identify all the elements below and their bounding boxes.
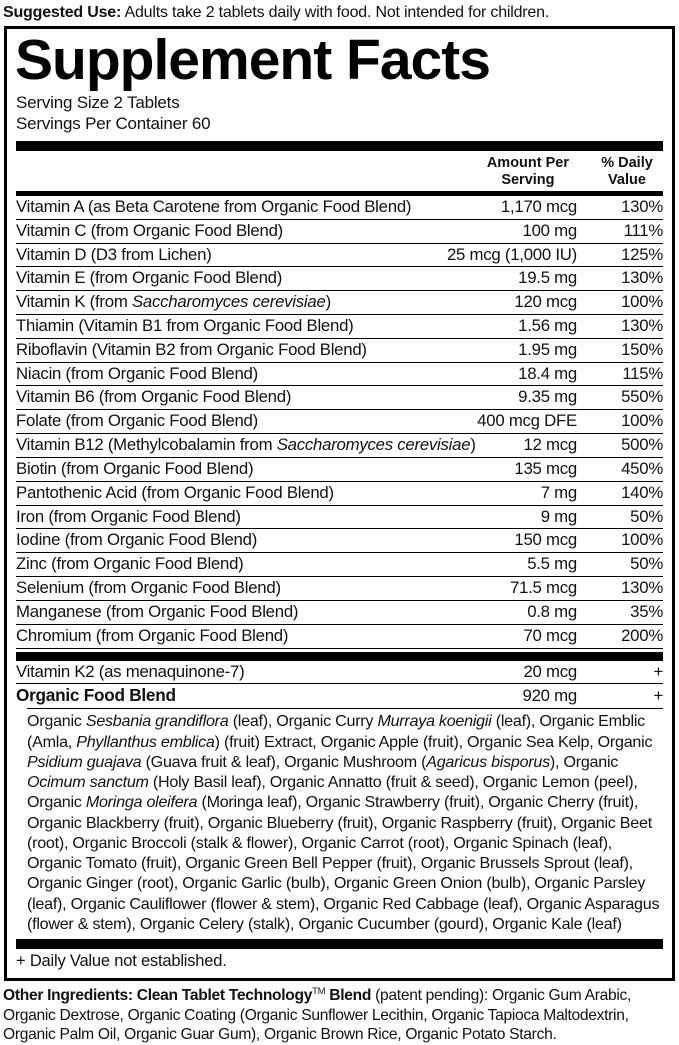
text-segment: Thiamin (Vitamin B1 from Organic Food Blend) bbox=[16, 316, 354, 335]
suggested-use-text: Adults take 2 tablets daily with food. Not intended for children. bbox=[121, 4, 550, 21]
nutrient-row bbox=[16, 529, 663, 553]
nutrient-amount: 0.8 mg bbox=[527, 601, 577, 621]
nutrient-row bbox=[16, 244, 663, 268]
nutrient-daily-value: 500% bbox=[621, 435, 663, 455]
text-segment: Organic bbox=[27, 712, 86, 731]
nutrient-name bbox=[16, 387, 518, 408]
nutrient-name bbox=[16, 626, 523, 647]
nutrient-name bbox=[16, 268, 518, 289]
nutrient-amount: 920 mg bbox=[522, 686, 577, 706]
latin-name: Ocimum sanctum bbox=[27, 773, 149, 792]
nutrient-amount: 1,170 mcg bbox=[500, 196, 577, 216]
blend-rows bbox=[16, 661, 663, 709]
nutrient-amount: 9 mg bbox=[540, 506, 577, 526]
serving-size: Serving Size 2 Tablets bbox=[16, 92, 180, 112]
divider-bottom-thick bbox=[16, 939, 663, 949]
nutrient-amount: 9.35 mg bbox=[518, 387, 577, 407]
text-segment: Iron (from Organic Food Blend) bbox=[16, 506, 241, 526]
text-segment: Manganese (from Organic Food Blend) bbox=[16, 601, 299, 621]
nutrient-amount: 25 mcg (1,000 IU) bbox=[446, 244, 577, 264]
text-segment: ) bbox=[325, 292, 331, 312]
nutrient-row bbox=[16, 684, 663, 708]
nutrient-daily-value: 111% bbox=[623, 220, 663, 240]
nutrient-name bbox=[16, 578, 510, 599]
text-segment: Vitamin C (from Organic Food Blend) bbox=[16, 220, 284, 240]
text-segment: Vitamin B12 (Methylcobalamin from bbox=[16, 435, 277, 455]
nutrient-amount: 400 mcg DFE bbox=[477, 411, 577, 431]
text-segment: Niacin (from Organic Food Blend) bbox=[16, 363, 258, 383]
organic-food-blend-ingredients bbox=[27, 708, 663, 937]
nutrient-rows bbox=[16, 196, 663, 649]
nutrient-name bbox=[16, 685, 523, 706]
nutrient-row bbox=[16, 434, 663, 458]
nutrient-amount: 120 mcg bbox=[514, 292, 577, 312]
nutrient-row bbox=[16, 386, 663, 410]
trademark-symbol: TM bbox=[312, 985, 326, 997]
nutrient-name bbox=[16, 245, 447, 266]
nutrient-daily-value: 130% bbox=[621, 578, 663, 598]
text-segment: Vitamin K (from bbox=[16, 292, 132, 312]
nutrient-name bbox=[16, 292, 514, 313]
nutrient-daily-value: + bbox=[653, 661, 663, 681]
nutrient-amount: 70 mcg bbox=[523, 625, 577, 645]
text-segment: (Guava fruit & leaf), Organic Mushroom ( bbox=[141, 752, 427, 771]
divider-top-thick bbox=[16, 141, 663, 151]
text-segment: Selenium (from Organic Food Blend) bbox=[16, 578, 281, 598]
amount-per-serving-header bbox=[487, 155, 569, 187]
nutrient-name bbox=[16, 602, 527, 623]
latin-name: Phyllanthus emblica bbox=[76, 732, 215, 751]
text-segment: Riboflavin (Vitamin B2 from Organic Food Blend) bbox=[16, 339, 367, 359]
daily-value-header bbox=[591, 155, 663, 187]
dv-header-line1: % Daily bbox=[601, 155, 653, 172]
nutrient-row bbox=[16, 196, 663, 220]
nutrient-name bbox=[16, 459, 514, 480]
nutrient-row bbox=[16, 625, 663, 649]
nutrient-daily-value: 100% bbox=[621, 411, 663, 431]
text-segment: Vitamin A (as Beta Carotene from Organic Food Blend) bbox=[16, 196, 412, 216]
nutrient-row bbox=[16, 553, 663, 577]
nutrient-amount: 135 mcg bbox=[514, 458, 577, 478]
suggested-use bbox=[0, 0, 679, 26]
nutrient-name bbox=[16, 411, 477, 432]
nutrient-daily-value: 200% bbox=[621, 625, 663, 645]
nutrient-daily-value: 100% bbox=[621, 530, 663, 550]
nutrient-name bbox=[16, 483, 541, 504]
daily-value-footnote: + Daily Value not established. bbox=[16, 952, 227, 971]
nutrient-daily-value: 35% bbox=[630, 601, 663, 621]
nutrient-row bbox=[16, 601, 663, 625]
nutrient-row bbox=[16, 661, 663, 685]
text-segment: Vitamin D (D3 from Lichen) bbox=[16, 244, 212, 264]
dv-header-line2: Value bbox=[608, 171, 646, 188]
latin-name: Murraya koenigii bbox=[377, 712, 492, 731]
nutrient-amount: 1.56 mg bbox=[518, 316, 577, 335]
latin-name: Agaricus bisporus bbox=[426, 752, 550, 771]
latin-name: Psidium guajava bbox=[27, 752, 142, 771]
nutrient-name bbox=[16, 554, 527, 575]
nutrient-daily-value: 150% bbox=[621, 339, 663, 359]
text-segment: Vitamin E (from Organic Food Blend) bbox=[16, 268, 283, 288]
other-ingredients bbox=[0, 981, 679, 1045]
nutrient-row bbox=[16, 220, 663, 244]
text-segment: ) (fruit) Extract, Organic Apple (fruit), Organic Sea Kelp, Organic bbox=[214, 732, 653, 751]
amount-header-line2: Serving bbox=[501, 171, 555, 188]
text-segment: Zinc (from Organic Food Blend) bbox=[16, 554, 244, 574]
nutrient-name bbox=[16, 340, 518, 361]
nutrient-daily-value: 125% bbox=[621, 244, 663, 264]
nutrient-row bbox=[16, 506, 663, 530]
panel-title: Supplement Facts bbox=[15, 27, 490, 92]
nutrient-name bbox=[16, 530, 514, 551]
nutrient-amount: 71.5 mcg bbox=[509, 578, 577, 598]
nutrient-daily-value: 550% bbox=[621, 387, 663, 407]
text-segment: Chromium (from Organic Food Blend) bbox=[16, 625, 289, 645]
nutrient-name bbox=[16, 221, 523, 242]
text-segment: Iodine (from Organic Food Blend) bbox=[16, 530, 258, 550]
nutrient-name bbox=[16, 197, 501, 218]
nutrient-amount: 18.4 mg bbox=[518, 363, 577, 383]
nutrient-row bbox=[16, 291, 663, 315]
nutrient-name bbox=[16, 435, 523, 456]
other-ingredients-text: (patent pending): Organic Gum Arabic, Organic Dextrose, Organic Coating (Organic Sunflower Lecithin, Organic Tapioca Maltodextrin, Organic Palm Oil, Organic Guar Gum), Organic Brown Rice, Organic Potato Starch. bbox=[3, 987, 632, 1044]
nutrient-daily-value: 130% bbox=[621, 316, 663, 335]
latin-name: Moringa oleifera bbox=[85, 793, 198, 812]
nutrient-row bbox=[16, 339, 663, 363]
nutrient-row bbox=[16, 267, 663, 291]
nutrient-daily-value: 450% bbox=[621, 458, 663, 478]
divider-mid-thick bbox=[16, 652, 663, 661]
column-headers bbox=[16, 151, 663, 190]
text-segment: Pantothenic Acid (from Organic Food Blend) bbox=[16, 482, 334, 502]
nutrient-name bbox=[16, 364, 518, 385]
nutrient-daily-value: 140% bbox=[621, 482, 663, 502]
nutrient-amount: 1.95 mg bbox=[518, 339, 577, 359]
nutrient-amount: 20 mcg bbox=[523, 661, 577, 681]
nutrient-row bbox=[16, 410, 663, 434]
nutrient-amount: 7 mg bbox=[540, 482, 577, 502]
latin-name: Sesbania grandiflora bbox=[85, 712, 229, 731]
nutrient-daily-value: 50% bbox=[630, 554, 663, 574]
text-segment: Biotin (from Organic Food Blend) bbox=[16, 458, 254, 478]
nutrient-daily-value: 130% bbox=[621, 268, 663, 288]
text-segment: (leaf), Organic Curry bbox=[228, 712, 378, 731]
text-segment: (Moringa leaf), Organic Strawberry (fruit), Organic Cherry (fruit), Organic Blackberry (fruit), Organic Blueberry (fruit), Organic Raspberry (fruit), Organic Beet (root), Organic Broccoli (stalk & flower), Organic Carrot (root), Organic Spinach (leaf), Organic Tomato (fruit), Organic Green Bell Pepper (fruit), Organic Brussels Sprout (leaf), Organic Ginger (root), Organic Garlic (bulb), Organic Green Onion (bulb), Organic Parsley (leaf), Organic Cauliflower (flower & stem), Organic Red Cabbage (leaf), Organic Asparagus (flower & stem), Organic Celery (stalk), Organic Cucumber (gourd), Organic Kale (leaf) bbox=[27, 793, 660, 933]
nutrient-row bbox=[16, 577, 663, 601]
text-segment: ) bbox=[470, 435, 476, 455]
nutrient-amount: 100 mg bbox=[522, 220, 577, 240]
text-segment: (Holy Basil leaf), Organic Annatto (fruit & seed), Organic Lemon (peel), Organic bbox=[27, 773, 638, 812]
other-ingredients-label: Other Ingredients: Clean Tablet Technology bbox=[3, 987, 313, 1005]
nutrient-name bbox=[16, 662, 523, 683]
nutrient-row bbox=[16, 458, 663, 482]
text-segment: ), Organic bbox=[549, 752, 619, 771]
nutrient-amount: 150 mcg bbox=[514, 530, 577, 550]
nutrient-row bbox=[16, 482, 663, 506]
text-segment: (leaf), Organic Emblic (Amla, bbox=[27, 712, 645, 751]
nutrient-amount: 5.5 mg bbox=[527, 554, 577, 574]
other-ingredients-label-tail: Blend bbox=[325, 987, 372, 1005]
supplement-facts-panel bbox=[4, 26, 675, 981]
text-segment: Organic Food Blend bbox=[16, 685, 176, 706]
nutrient-row bbox=[16, 363, 663, 387]
suggested-use-label: Suggested Use: bbox=[3, 4, 122, 21]
nutrient-name bbox=[16, 507, 541, 528]
nutrient-daily-value: 130% bbox=[621, 196, 663, 216]
amount-header-line1: Amount Per bbox=[486, 155, 569, 172]
text-segment: Vitamin B6 (from Organic Food Blend) bbox=[16, 387, 292, 407]
servings-per-container: Servings Per Container 60 bbox=[16, 113, 211, 133]
latin-name: Saccharomyces cerevisiae bbox=[276, 435, 471, 455]
nutrient-daily-value: 115% bbox=[622, 363, 663, 383]
nutrient-amount: 19.5 mg bbox=[518, 268, 577, 288]
latin-name: Saccharomyces cerevisiae bbox=[131, 292, 326, 312]
nutrient-row bbox=[16, 315, 663, 339]
text-segment: Folate (from Organic Food Blend) bbox=[16, 411, 258, 431]
nutrient-daily-value: 100% bbox=[621, 292, 663, 312]
nutrient-name bbox=[16, 316, 518, 337]
nutrient-daily-value: 50% bbox=[630, 506, 663, 526]
text-segment: Vitamin K2 (as menaquinone-7) bbox=[16, 661, 245, 681]
nutrient-amount: 12 mcg bbox=[523, 435, 577, 455]
nutrient-daily-value: + bbox=[653, 686, 663, 706]
